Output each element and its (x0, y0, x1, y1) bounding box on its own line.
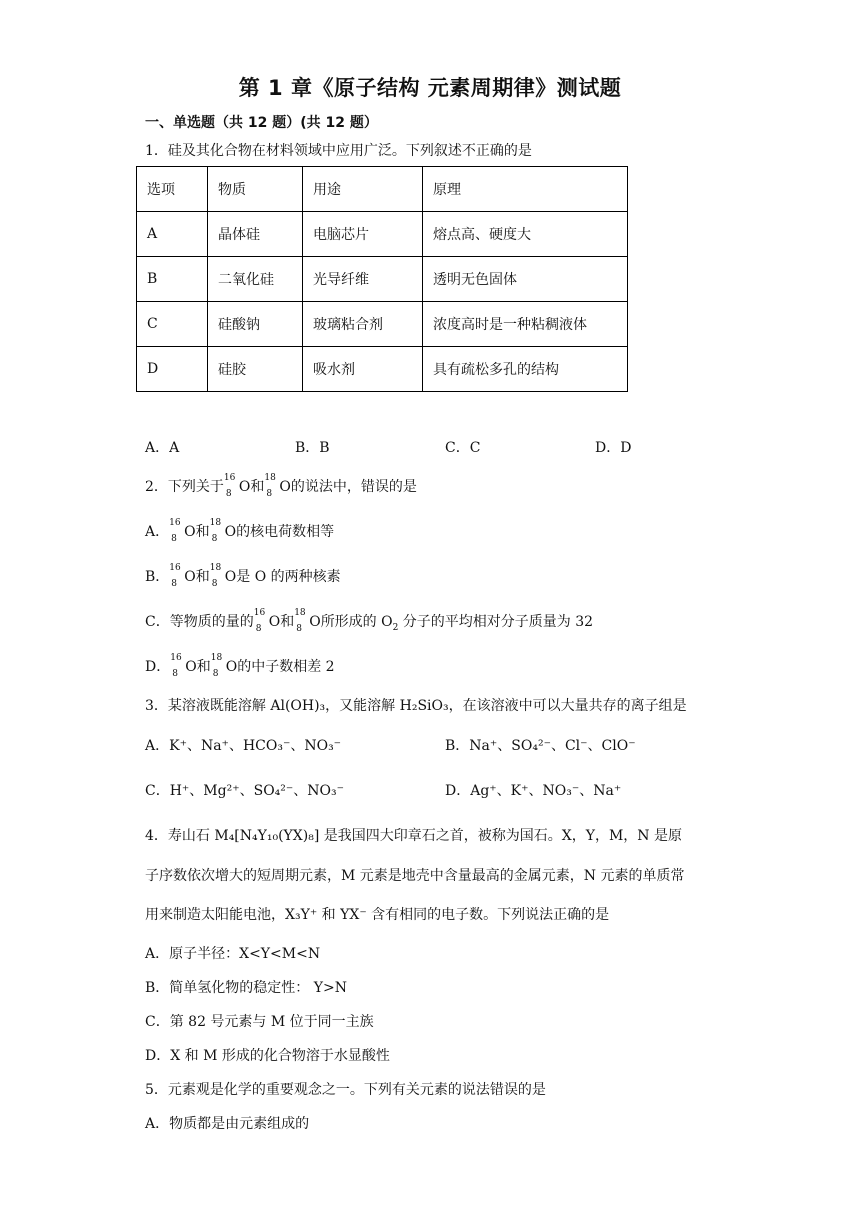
table-cell: 浓度高时是一种粘稠液体 (423, 302, 628, 347)
table-header-cell: 原理 (423, 167, 628, 212)
q3-stem: 3．某溶液既能溶解 Al(OH)₃，又能溶解 H₂SiO₃，在该溶液中可以大量共存的离子组是 (145, 698, 687, 714)
isotope-o16 (169, 518, 184, 544)
conjunction: 和 (250, 479, 265, 495)
option-text: 的核电荷数相等 (236, 524, 335, 540)
q5-stem: 5．元素观是化学的重要观念之一。下列有关元素的说法错误的是 (145, 1082, 546, 1098)
mass-number: 18 (210, 653, 223, 663)
element-symbol: O (309, 614, 321, 630)
conjunction: 和 (280, 614, 295, 630)
atomic-number: 8 (211, 534, 218, 544)
atomic-number: 8 (266, 489, 273, 499)
q4-stem-line-1: 4．寿山石 M₄[N₄Y₁₀(YX)₈] 是我国四大印章石之首，被称为国石。X，Y，M，N 是原 (145, 828, 682, 844)
mass-number: 16 (169, 518, 181, 528)
element-symbol: O (184, 524, 196, 540)
q2-stem (145, 473, 417, 499)
isotope-o18 (264, 473, 279, 499)
page-title: 第 1 章《原子结构 元素周期律》测试题 (238, 76, 622, 100)
isotope-o18 (209, 563, 225, 589)
q3-option-b[interactable]: B．Na⁺、SO₄²⁻、Cl⁻、ClO⁻ (445, 738, 636, 754)
isotope-o18 (210, 653, 226, 679)
q4-option-a[interactable]: A．原子半径：X<Y<M<N (145, 946, 321, 962)
mass-number: 18 (209, 563, 222, 573)
q4-option-d[interactable]: D．X 和 M 形成的化合物溶于水显酸性 (145, 1048, 390, 1064)
element-symbol: O (268, 614, 281, 630)
option-label: D． (145, 659, 171, 675)
table-cell: B (137, 257, 208, 302)
section-heading: 一、单选题（共 12 题）(共 12 题） (145, 115, 378, 131)
table-row (137, 212, 628, 257)
atomic-number: 8 (212, 669, 219, 679)
q1-option-a[interactable]: A．A (145, 440, 180, 456)
q4-stem-line-3: 用来制造太阳能电池，X₃Y⁺ 和 YX⁻ 含有相同的电子数。下列说法正确的是 (145, 907, 610, 923)
table-header-row (137, 167, 628, 212)
table-cell: 玻璃粘合剂 (303, 302, 423, 347)
table-row (137, 302, 628, 347)
q1-option-c[interactable]: C．C (445, 440, 481, 456)
table-header-cell: 选项 (137, 167, 208, 212)
option-text: 所形成的 O (320, 614, 393, 630)
option-label: B． (145, 569, 170, 585)
isotope-o18 (294, 608, 309, 634)
conjunction: 和 (196, 659, 211, 675)
atomic-number: 8 (171, 579, 178, 589)
atomic-number: 8 (296, 624, 302, 634)
table-cell: 熔点高、硬度大 (423, 212, 628, 257)
option-label: A． (145, 524, 170, 540)
isotope-o16 (169, 563, 184, 589)
table-row (137, 347, 628, 392)
atomic-number: 8 (171, 534, 177, 544)
table-cell: D (137, 347, 208, 392)
element-symbol: O (238, 479, 251, 495)
q1-stem: 1．硅及其化合物在材料领域中应用广泛。下列叙述不正确的是 (145, 143, 532, 159)
table-header-cell: 用途 (303, 167, 423, 212)
subscript: 2 (392, 622, 399, 633)
mass-number: 16 (169, 563, 181, 573)
table-row (137, 257, 628, 302)
q5-option-a[interactable]: A．物质都是由元素组成的 (145, 1116, 310, 1132)
q1-option-b[interactable]: B．B (295, 440, 330, 456)
q2-stem-text: 2．下列关于 (145, 479, 224, 495)
atomic-number: 8 (255, 624, 262, 634)
isotope-o16 (223, 473, 239, 499)
q2-option-b[interactable] (145, 563, 341, 589)
q4-option-b[interactable]: B．简单氢化物的稳定性： Y>N (145, 980, 347, 996)
mass-number: 16 (223, 473, 236, 483)
element-symbol: O (224, 569, 237, 585)
q3-option-d[interactable]: D．Ag⁺、K⁺、NO₃⁻、Na⁺ (445, 783, 622, 799)
mass-number: 18 (294, 608, 306, 618)
table-cell: 吸水剂 (303, 347, 423, 392)
conjunction: 和 (195, 569, 210, 585)
option-text: 是 O 的两种核素 (236, 569, 341, 585)
table-cell: C (137, 302, 208, 347)
table-header-cell: 物质 (208, 167, 303, 212)
table-cell: 光导纤维 (303, 257, 423, 302)
table-cell: 电脑芯片 (303, 212, 423, 257)
q1-table (136, 166, 628, 392)
table-cell: 硅酸钠 (208, 302, 303, 347)
table-cell: 晶体硅 (208, 212, 303, 257)
mass-number: 18 (209, 518, 222, 528)
q2-option-a[interactable] (145, 518, 335, 544)
q2-option-d[interactable] (145, 653, 335, 679)
table-cell: 透明无色固体 (423, 257, 628, 302)
table-cell: A (137, 212, 208, 257)
mass-number: 16 (253, 608, 266, 618)
isotope-o18 (209, 518, 225, 544)
atomic-number: 8 (225, 489, 232, 499)
isotope-o16 (253, 608, 269, 634)
element-symbol: O (224, 524, 237, 540)
q1-option-d[interactable]: D．D (595, 440, 632, 456)
element-symbol: O (279, 479, 291, 495)
mass-number: 16 (170, 653, 182, 663)
element-symbol: O (185, 659, 197, 675)
atomic-number: 8 (211, 579, 218, 589)
table-cell: 二氧化硅 (208, 257, 303, 302)
mass-number: 18 (264, 473, 276, 483)
atomic-number: 8 (172, 669, 178, 679)
table-cell: 硅胶 (208, 347, 303, 392)
option-text: 分子的平均相对分子质量为 32 (398, 614, 594, 630)
element-symbol: O (184, 569, 196, 585)
isotope-o16 (170, 653, 185, 679)
q2-option-c[interactable] (145, 608, 594, 638)
option-text: 的中子数相差 2 (237, 659, 335, 675)
table-cell: 具有疏松多孔的结构 (423, 347, 628, 392)
option-label: C．等物质的量的 (145, 614, 254, 630)
q3-option-a[interactable]: A．K⁺、Na⁺、HCO₃⁻、NO₃⁻ (145, 738, 342, 754)
q4-stem-line-2: 子序数依次增大的短周期元素，M 元素是地壳中含量最高的金属元素，N 元素的单质常 (145, 868, 685, 884)
element-symbol: O (225, 659, 238, 675)
q2-stem-tail: 的说法中，错误的是 (290, 479, 417, 495)
q3-option-c[interactable]: C．H⁺、Mg²⁺、SO₄²⁻、NO₃⁻ (145, 783, 345, 799)
conjunction: 和 (195, 524, 210, 540)
q4-option-c[interactable]: C．第 82 号元素与 M 位于同一主族 (145, 1014, 374, 1030)
